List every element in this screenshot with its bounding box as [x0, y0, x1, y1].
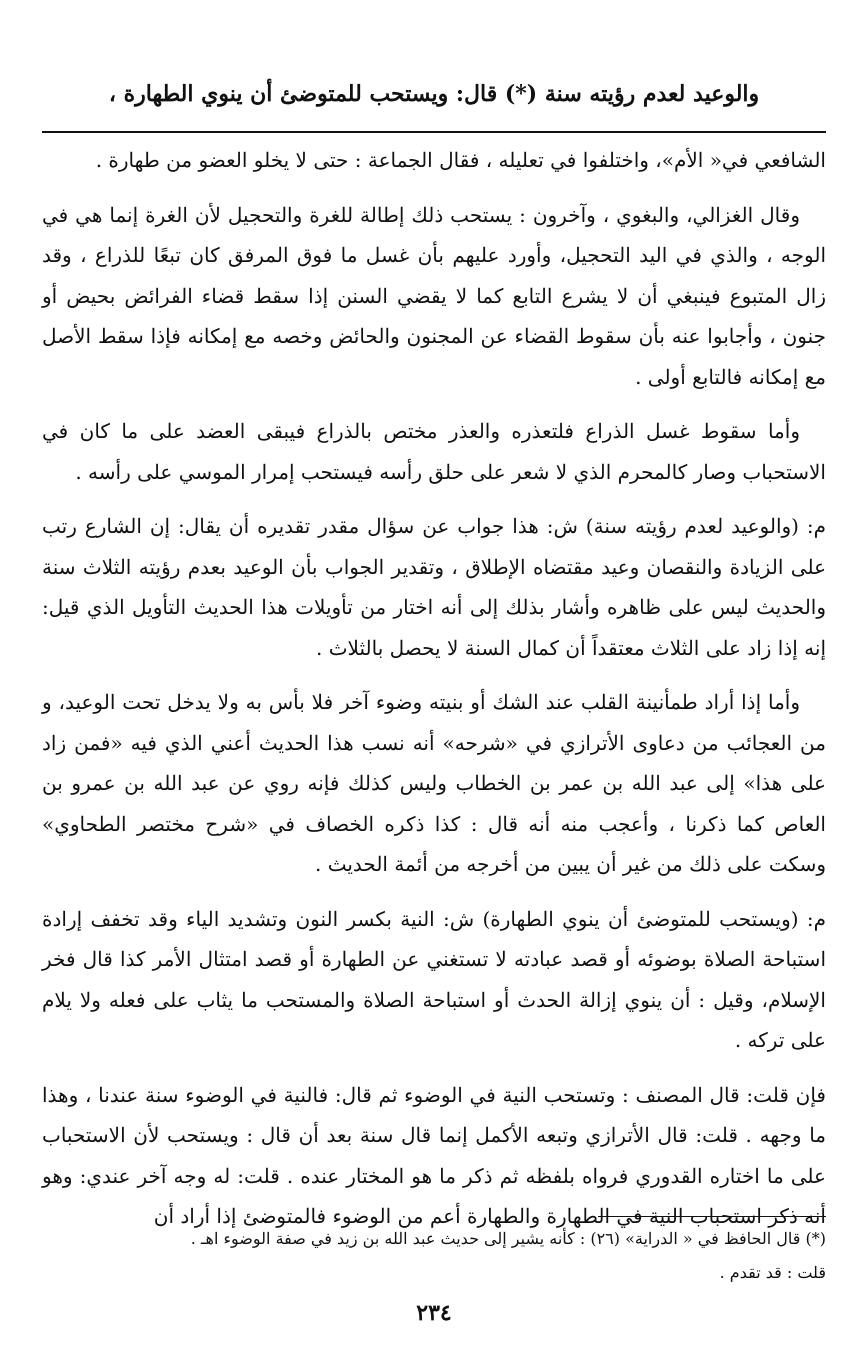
- paragraph: فإن قلت: قال المصنف : وتستحب النية في الوضوء ثم قال: فالنية في الوضوء سنة عندنا ، وهذا ما وجهه . قلت: قال الأترازي وتبعه الأكمل إنما قال سنة بعد أن قال : ويستحب لأن الاستحباب على ما اختاره القدوري فرواه بلفظه ثم ذكر ما هو المختار عنده . قلت: له وجه آخر عندي: وهو أنه ذكر استحباب النية في الطهارة والطهارة أعم من الوضوء فالمتوضئ إذا أراد أن: [42, 1082, 826, 1228]
- paragraph: وقال الغزالي، والبغوي ، وآخرون : يستحب ذلك إطالة للغرة والتحجيل لأن الغرة إنما هي في الوجه ، والذي في اليد التحجيل، وأورد عليهم بأن غسل ما فوق المرفق كان تبعًا للذراع ، وقد زال المتبوع فينبغي أن لا يشرع التابع كما لا يقضي السنن إذا سقط قضاء الفرائض بحيض أو جنون ، وأجابوا عنه بأن سقوط القضاء عن المجنون والحائض وخصه مع إمكانه فإذا سقط الأصل مع إمكانه فالتابع أولى .: [42, 202, 826, 389]
- paragraph: وأما إذا أراد طمأنينة القلب عند الشك أو بنيته وضوء آخر فلا بأس به ولا يدخل تحت الوعيد، و من العجائب من دعاوى الأترازي في «شرحه» أنه نسب هذا الحديث أعني الذي فيه «فمن زاد على هذا» إلى عبد الله بن عمر بن الخطاب وليس كذلك فإنه روي عن عبد الله بن عمرو بن العاص كما ذكرنا ، وأعجب منه أنه قال : كذا ذكره الخصاف في «شرح مختصر الطحاوي» وسكت على ذلك من غير أن يبين من أخرجه من أئمة الحديث .: [42, 690, 826, 876]
- header-rule: [42, 131, 826, 133]
- paragraph: م: (ويستحب للمتوضئ أن ينوي الطهارة) ش: النية بكسر النون وتشديد الياء وقد تخفف إرادة استباحة الصلاة بوضوئه أو قصد عبادته لا تستغني عن الطهارة أو قصد امتثال الأمر كذا قال فخر الإسلام، وقيل : أن ينوي إزالة الحدث أو استباحة الصلاة والمستحب ما يثاب على فعله ولا يلام على تركه .: [42, 906, 826, 1052]
- page-number: ٢٣٤: [416, 1300, 452, 1326]
- footnotes: [42, 1222, 826, 1290]
- footnote: (*) قال الحافظ في « الدراية» (٢٦) : كأنه يشير إلى حديث عبد الله بن زيد في صفة الوضوء اهـ .: [190, 1229, 826, 1248]
- footnote-rule: [598, 1216, 826, 1217]
- footnote: قلت : قد تقدم .: [719, 1263, 826, 1282]
- running-header: والوعيد لعدم رؤيته سنة (*) قال: ويستحب للمتوضئ أن ينوي الطهارة ،: [108, 81, 760, 107]
- paragraph: م: (والوعيد لعدم رؤيته سنة) ش: هذا جواب عن سؤال مقدر تقديره أن يقال: إن الشارع رتب على الزيادة والنقصان وعيد مقتضاه الإطلاق ، وتقدير الجواب بأن الوعيد بعدم رؤيته الثلاث سنة والحديث ليس على ظاهره وأشار بذلك إلى أنه اختار من تأويلات هذا الحديث التأويل الذي قيل: إنه إذا زاد على الثلاث معتقداً أن كمال السنة لا يحصل بالثلاث .: [42, 514, 826, 660]
- paragraph: وأما سقوط غسل الذراع فلتعذره والعذر مختص بالذراع فيبقى العضد على ما كان في الاستحباب وصار كالمحرم الذي لا شعر على حلق رأسه فيستحب إمرار الموسي على رأسه .: [42, 419, 826, 484]
- paragraph: الشافعي في« الأم»، واختلفوا في تعليله ، فقال الجماعة : حتى لا يخلو العضو من طهارة .: [95, 148, 826, 172]
- main-text: [42, 140, 826, 1251]
